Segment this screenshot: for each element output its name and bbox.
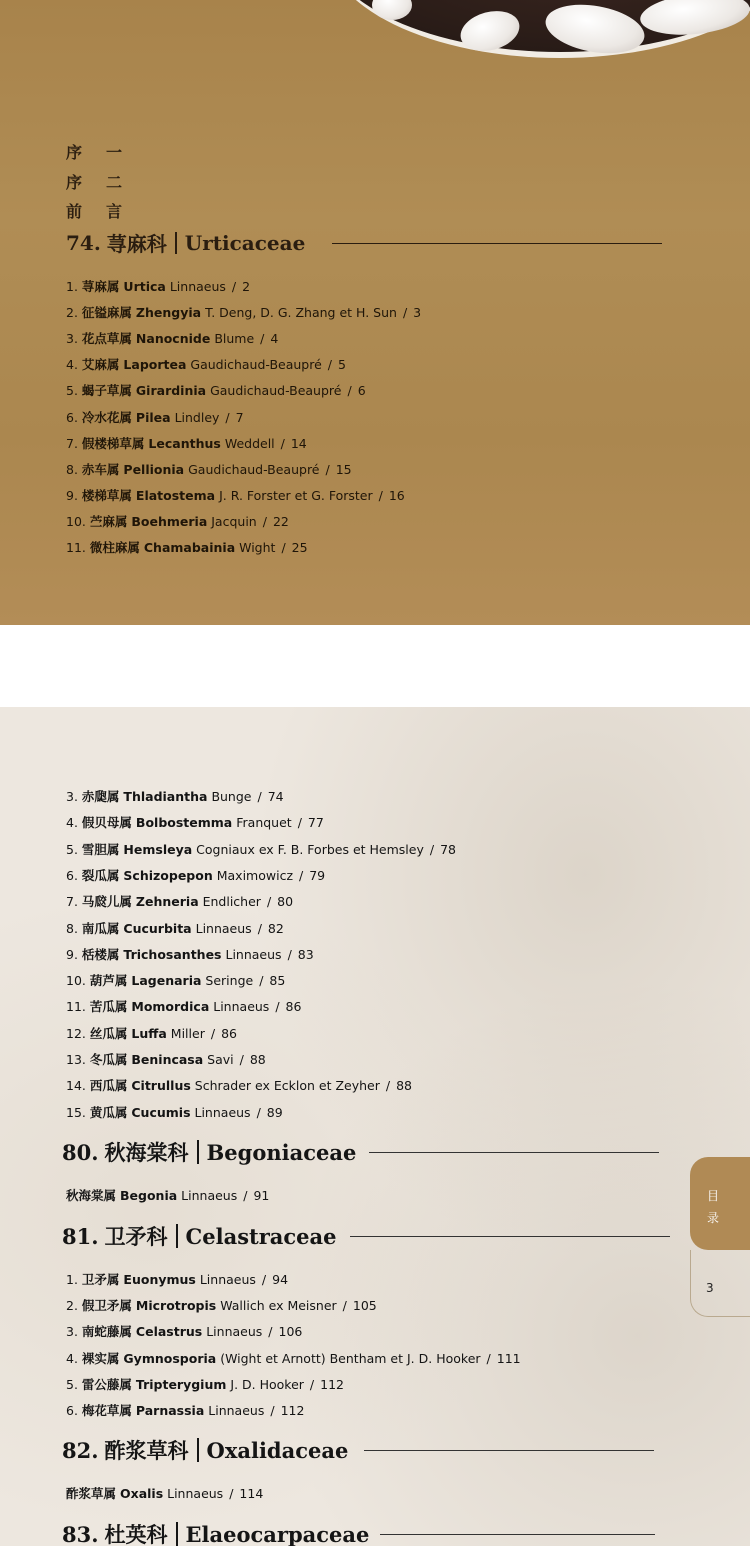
genus-latin-name: Oxalis	[120, 1486, 164, 1501]
genus-entry[interactable]	[66, 460, 352, 478]
genus-latin-name: Cucumis	[131, 1104, 191, 1120]
side-tab-char: 录	[707, 1211, 720, 1225]
genus-chinese-name: 卫矛属	[81, 1272, 120, 1287]
genus-author: Blume	[214, 331, 255, 347]
genus-entry[interactable]	[66, 1024, 237, 1042]
genus-author: Gaudichaud-Beaupré	[188, 461, 320, 477]
genus-chinese-name: 征镒麻属	[81, 305, 132, 321]
genus-latin-name: Pellionia	[123, 461, 185, 477]
genus-author: Linnaeus	[169, 279, 226, 294]
genus-latin-name: Girardinia	[135, 383, 207, 399]
genus-latin-name: Momordica	[131, 999, 210, 1015]
genus-author: Linnaeus	[208, 1403, 265, 1418]
genus-latin-name: Euonymus	[123, 1272, 196, 1287]
genus-chinese-name: 苦瓜属	[89, 999, 128, 1015]
entry-number: 6.	[66, 867, 78, 883]
page-separator: /	[378, 487, 383, 503]
page-separator: /	[262, 513, 267, 529]
genus-entry[interactable]	[66, 1103, 283, 1121]
entry-page-number: 6	[357, 383, 366, 399]
genus-author: Cogniaux ex F. B. Forbes et Hemsley	[196, 841, 424, 857]
genus-latin-name: Celastrus	[135, 1324, 203, 1340]
entry-page-number: 25	[291, 540, 308, 555]
genus-latin-name: Laportea	[123, 357, 187, 373]
side-tab-char: 目	[707, 1189, 720, 1203]
divider-bar	[197, 1140, 199, 1164]
page-separator: /	[429, 841, 435, 857]
entry-page-number: 91	[253, 1188, 270, 1203]
entry-number: 1.	[66, 1272, 78, 1287]
entry-page-number: 89	[266, 1104, 283, 1120]
divider-bar	[176, 1224, 178, 1248]
genus-latin-name: Benincasa	[131, 1052, 204, 1067]
heading-rule	[332, 243, 662, 244]
family-number: 80.	[62, 1139, 99, 1165]
genus-author: Linnaeus	[206, 1324, 263, 1340]
entry-page-number: 22	[272, 513, 289, 529]
genus-entry[interactable]	[66, 408, 244, 426]
genus-latin-name: Tripterygium	[135, 1376, 227, 1392]
genus-entry[interactable]	[66, 277, 250, 295]
genus-entry[interactable]	[66, 1076, 412, 1094]
genus-chinese-name: 花点草属	[81, 331, 132, 347]
page-separator: /	[281, 540, 286, 555]
family-number: 74.	[66, 230, 101, 255]
entry-number: 2.	[66, 1298, 78, 1314]
entry-page-number: 111	[496, 1350, 521, 1366]
entry-page-number: 15	[335, 461, 352, 477]
genus-latin-name: Chamabainia	[143, 540, 236, 555]
entry-page-number: 94	[272, 1272, 289, 1287]
genus-entry[interactable]	[66, 1375, 344, 1393]
page-number-box	[690, 1250, 750, 1317]
genus-chinese-name: 假贝母属	[81, 815, 132, 831]
genus-latin-name: Lagenaria	[131, 973, 202, 989]
page-separator: /	[325, 461, 330, 477]
entry-number: 10.	[66, 513, 86, 529]
page-separator: /	[231, 279, 237, 294]
genus-chinese-name: 微柱麻属	[89, 540, 140, 555]
genus-entry[interactable]	[66, 1322, 302, 1340]
genus-entry[interactable]	[66, 303, 421, 321]
heading-rule	[364, 1450, 654, 1451]
entry-page-number: 3	[413, 305, 422, 321]
page-number: 3	[706, 1281, 714, 1295]
genus-chinese-name: 梅花草属	[81, 1403, 132, 1418]
entry-number: 11.	[66, 540, 86, 555]
entry-page-number: 106	[278, 1324, 303, 1340]
genus-entry[interactable]	[66, 381, 366, 399]
genus-chinese-name: 赤瓟属	[81, 789, 120, 804]
page-separator: /	[266, 894, 272, 910]
genus-entry[interactable]	[66, 997, 301, 1015]
genus-chinese-name: 酢浆草属	[66, 1486, 117, 1501]
page-separator: /	[309, 1376, 315, 1392]
preface-1[interactable]: 序一	[66, 143, 147, 162]
genus-entry[interactable]	[66, 919, 284, 937]
page-separator: /	[327, 357, 333, 373]
entry-number: 1.	[66, 279, 78, 294]
entry-number: 9.	[66, 487, 78, 503]
genus-entry[interactable]	[66, 329, 278, 347]
entry-number: 12.	[66, 1025, 86, 1041]
genus-latin-name: Parnassia	[135, 1403, 205, 1418]
genus-author: J. R. Forster et G. Forster	[219, 487, 373, 503]
entry-number: 15.	[66, 1104, 86, 1120]
genus-chinese-name: 秋海棠属	[66, 1188, 117, 1203]
family-latin-name: Urticaceae	[184, 230, 306, 255]
preface-2[interactable]: 序二	[66, 172, 147, 192]
page-separator: /	[268, 1324, 273, 1340]
genus-chinese-name: 艾麻属	[81, 357, 120, 373]
entry-number: 9.	[66, 946, 78, 962]
entry-page-number: 112	[280, 1403, 305, 1418]
toc-page-1	[0, 0, 750, 625]
entry-number: 5.	[66, 383, 78, 399]
page-separator: /	[287, 946, 292, 962]
genus-entry[interactable]	[66, 512, 289, 530]
family-heading-81[interactable]	[62, 1221, 337, 1251]
genus-chinese-name: 裂瓜属	[81, 867, 120, 883]
page-separator: /	[239, 1052, 244, 1067]
family-latin-name: Celastraceae	[185, 1223, 337, 1249]
page-separator: /	[385, 1078, 391, 1094]
entry-number: 5.	[66, 1376, 78, 1392]
entry-page-number: 86	[221, 1025, 237, 1041]
entry-number: 3.	[66, 1324, 78, 1340]
entry-number: 10.	[66, 973, 86, 989]
genus-chinese-name: 蝎子草属	[81, 383, 132, 399]
genus-author: Linnaeus	[199, 1272, 256, 1287]
entry-page-number: 77	[307, 815, 324, 831]
family-latin-name: Oxalidaceae	[206, 1437, 349, 1463]
genus-latin-name: Trichosanthes	[123, 946, 222, 962]
entry-page-number: 74	[267, 789, 284, 804]
entry-page-number: 4	[270, 331, 279, 347]
entry-number: 13.	[66, 1052, 86, 1067]
genus-chinese-name: 马㼎儿属	[81, 894, 132, 910]
genus-author: T. Deng, D. G. Zhang et H. Sun	[205, 305, 397, 321]
contents-side-tab[interactable]	[690, 1157, 750, 1250]
genus-entry[interactable]	[66, 1296, 377, 1314]
entry-number: 14.	[66, 1078, 86, 1094]
entry-number: 5.	[66, 841, 78, 857]
entry-page-number: 82	[267, 920, 284, 936]
entry-page-number: 114	[239, 1486, 264, 1501]
entry-page-number: 79	[309, 867, 326, 883]
genus-chinese-name: 冬瓜属	[89, 1052, 128, 1067]
genus-entry[interactable]	[66, 355, 346, 373]
entry-number: 6.	[66, 1403, 78, 1418]
genus-entry[interactable]	[66, 1484, 263, 1502]
family-chinese-name: 卫矛科	[104, 1224, 168, 1249]
genus-author: Gaudichaud-Beaupré	[210, 383, 342, 399]
genus-chinese-name: 雷公藤属	[81, 1376, 132, 1392]
genus-chinese-name: 假楼梯草属	[81, 435, 145, 451]
genus-entry[interactable]	[66, 434, 307, 452]
heading-rule	[369, 1152, 659, 1153]
genus-author: Linnaeus	[167, 1486, 224, 1501]
genus-author: Miller	[170, 1025, 205, 1041]
genus-chinese-name: 苎麻属	[89, 513, 128, 529]
heading-rule	[380, 1534, 655, 1535]
entry-page-number: 105	[352, 1298, 377, 1314]
genus-author: Linnaeus	[194, 1104, 251, 1120]
entry-page-number: 86	[285, 999, 302, 1015]
entry-number: 8.	[66, 920, 78, 936]
page-separator: /	[280, 435, 285, 451]
genus-latin-name: Begonia	[120, 1188, 178, 1203]
genus-latin-name: Hemsleya	[123, 841, 193, 857]
genus-latin-name: Cucurbita	[123, 920, 192, 936]
family-number: 83.	[62, 1521, 99, 1546]
genus-entry[interactable]	[66, 813, 324, 831]
genus-latin-name: Pilea	[135, 409, 171, 425]
genus-latin-name: Luffa	[131, 1025, 167, 1041]
page-separator: /	[275, 999, 280, 1015]
page-separator: /	[243, 1188, 248, 1203]
entry-page-number: 85	[269, 973, 286, 989]
genus-chinese-name: 假卫矛属	[81, 1298, 132, 1314]
genus-latin-name: Microtropis	[135, 1298, 217, 1314]
family-number: 81.	[62, 1223, 99, 1249]
genus-chinese-name: 雪胆属	[81, 841, 120, 857]
genus-latin-name: Zhengyia	[135, 305, 202, 321]
genus-chinese-name: 冷水花属	[81, 409, 132, 425]
genus-chinese-name: 丝瓜属	[89, 1025, 128, 1041]
genus-author: Savi	[207, 1052, 234, 1067]
page-separator: /	[342, 1298, 347, 1314]
genus-latin-name: Gymnosporia	[123, 1350, 217, 1366]
genus-entry[interactable]	[66, 1401, 304, 1419]
entry-page-number: 88	[249, 1052, 266, 1067]
genus-author: Schrader ex Ecklon et Zeyher	[194, 1078, 380, 1094]
genus-latin-name: Lecanthus	[148, 435, 221, 451]
entry-number: 4.	[66, 357, 78, 373]
genus-chinese-name: 楼梯草属	[81, 487, 132, 503]
genus-latin-name: Urtica	[123, 279, 166, 294]
page-separator: /	[299, 867, 304, 883]
family-chinese-name: 杜英科	[104, 1522, 168, 1546]
family-chinese-name: 秋海棠科	[104, 1140, 189, 1165]
genus-author: Weddell	[224, 435, 275, 451]
genus-author: Jacquin	[211, 513, 257, 529]
genus-entry[interactable]	[66, 1349, 521, 1367]
entry-page-number: 5	[338, 357, 346, 373]
genus-entry[interactable]	[66, 538, 308, 556]
genus-author: Wallich ex Meisner	[220, 1298, 337, 1314]
genus-entry[interactable]	[66, 866, 325, 884]
entry-number: 4.	[66, 815, 78, 831]
page-separator: /	[257, 920, 262, 936]
family-heading-82[interactable]	[62, 1435, 348, 1465]
genus-author: Franquet	[236, 815, 292, 831]
genus-author: Wight	[239, 540, 276, 555]
toc-page-2	[0, 707, 750, 1546]
genus-latin-name: Nanocnide	[135, 331, 211, 347]
entry-page-number: 78	[440, 841, 456, 857]
entry-number: 3.	[66, 789, 78, 804]
divider-bar	[197, 1438, 199, 1462]
page-separator: /	[260, 331, 265, 347]
entry-number: 11.	[66, 999, 86, 1015]
heading-rule	[350, 1236, 670, 1237]
entry-number: 8.	[66, 461, 78, 477]
page-separator: /	[229, 1486, 234, 1501]
genus-entry[interactable]	[66, 1186, 269, 1204]
entry-number: 2.	[66, 305, 78, 321]
genus-author: Bunge	[211, 789, 252, 804]
genus-chinese-name: 荨麻属	[81, 279, 120, 294]
entry-number: 7.	[66, 435, 78, 451]
family-heading-83[interactable]	[62, 1519, 369, 1546]
entry-number: 4.	[66, 1350, 78, 1366]
page-separator: /	[259, 973, 264, 989]
divider-bar	[176, 1522, 178, 1546]
entry-number: 6.	[66, 409, 78, 425]
genus-chinese-name: 栝楼属	[81, 946, 120, 962]
genus-author: Linnaeus	[213, 999, 270, 1015]
genus-latin-name: Bolbostemma	[135, 815, 233, 831]
genus-entry[interactable]	[66, 892, 293, 910]
family-chinese-name: 荨麻科	[106, 232, 167, 256]
genus-author: J. D. Hooker	[230, 1376, 304, 1392]
page-separator: /	[402, 305, 408, 321]
family-heading-80[interactable]	[62, 1137, 356, 1167]
genus-latin-name: Schizopepon	[123, 867, 213, 883]
family-latin-name: Elaeocarpaceae	[185, 1521, 370, 1546]
genus-author: Gaudichaud-Beaupré	[190, 357, 322, 373]
genus-chinese-name: 赤车属	[81, 461, 120, 477]
genus-author: Maximowicz	[216, 867, 294, 883]
entry-number: 3.	[66, 331, 78, 347]
page-separator: /	[225, 409, 230, 425]
genus-author: (Wight et Arnott) Bentham et J. D. Hooker	[220, 1350, 481, 1366]
genus-latin-name: Elatostema	[135, 487, 216, 503]
genus-latin-name: Thladiantha	[123, 789, 208, 804]
entry-page-number: 112	[320, 1376, 344, 1392]
genus-chinese-name: 南瓜属	[81, 920, 120, 936]
entry-page-number: 88	[396, 1078, 412, 1094]
genus-author: Linnaeus	[195, 920, 252, 936]
genus-entry[interactable]	[66, 787, 284, 805]
genus-author: Seringe	[205, 973, 254, 989]
genus-entry[interactable]	[66, 1050, 266, 1068]
genus-latin-name: Boehmeria	[131, 513, 208, 529]
family-latin-name: Begoniaceae	[206, 1139, 357, 1165]
entry-page-number: 16	[388, 487, 405, 503]
divider-bar	[175, 232, 177, 254]
front-matter-list	[66, 138, 146, 227]
genus-author: Linnaeus	[181, 1188, 238, 1203]
entry-page-number: 83	[297, 946, 314, 962]
genus-latin-name: Citrullus	[131, 1078, 191, 1094]
genus-entry[interactable]	[66, 945, 314, 963]
genus-entry[interactable]	[66, 840, 456, 858]
genus-entry[interactable]	[66, 1270, 288, 1288]
family-chinese-name: 酢浆草科	[104, 1438, 189, 1463]
entry-page-number: 14	[290, 435, 307, 451]
foreword[interactable]: 前言	[66, 202, 147, 221]
page-separator: /	[256, 1104, 261, 1120]
page-separator: /	[297, 815, 302, 831]
genus-chinese-name: 裸实属	[81, 1350, 120, 1366]
page-separator: /	[270, 1403, 275, 1418]
page-separator: /	[257, 789, 262, 804]
page-separator: /	[261, 1272, 267, 1287]
page-separator: /	[210, 1025, 216, 1041]
page-separator: /	[486, 1350, 491, 1366]
genus-author: Lindley	[174, 409, 220, 425]
entry-page-number: 2	[242, 279, 251, 294]
genus-chinese-name: 葫芦属	[89, 973, 128, 989]
genus-chinese-name: 南蛇藤属	[81, 1324, 132, 1340]
genus-latin-name: Zehneria	[135, 894, 199, 910]
family-heading-74[interactable]	[66, 228, 305, 257]
genus-chinese-name: 西瓜属	[89, 1078, 128, 1094]
genus-author: Endlicher	[202, 894, 261, 910]
genus-chinese-name: 黄瓜属	[89, 1104, 128, 1120]
genus-author: Linnaeus	[225, 946, 282, 962]
entry-number: 7.	[66, 894, 78, 910]
genus-entry[interactable]	[66, 971, 285, 989]
genus-entry[interactable]	[66, 486, 405, 504]
family-number: 82.	[62, 1437, 99, 1463]
page-separator: /	[347, 383, 352, 399]
entry-page-number: 80	[277, 894, 294, 910]
entry-page-number: 7	[235, 409, 244, 425]
